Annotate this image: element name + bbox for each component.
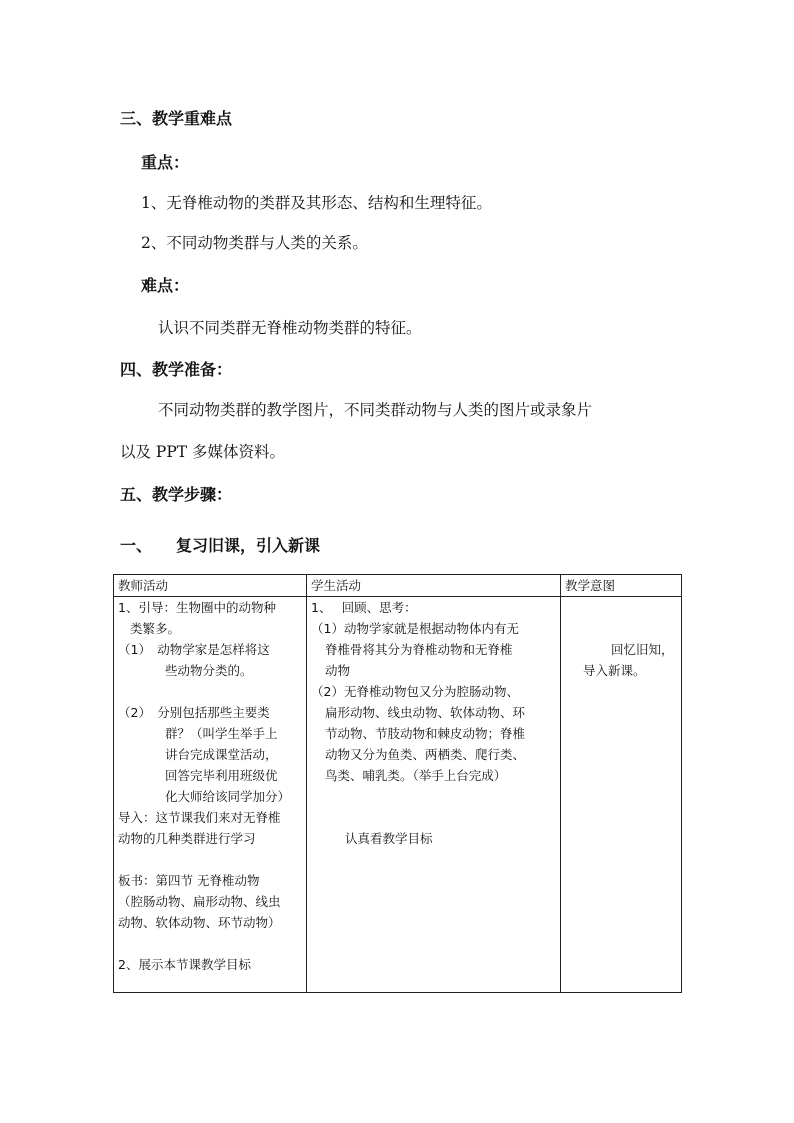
header-teaching-intent: 教学意图 xyxy=(561,575,682,597)
preparation-line-2: 以及 PPT 多媒体资料。 xyxy=(120,443,286,461)
difficult-points-label: 难点： xyxy=(141,276,190,295)
key-point-1: 1、无脊椎动物的类群及其形态、结构和生理特征。 xyxy=(141,194,492,212)
student-line: 动物 xyxy=(325,663,351,678)
teacher-line: 化大师给该同学加分） xyxy=(165,789,291,804)
teacher-line: 板书：第四节 无脊椎动物 xyxy=(118,873,260,888)
teacher-line: 群？（叫学生举手上 xyxy=(165,726,278,741)
step-1-title: 复习旧课，引入新课 xyxy=(176,536,321,555)
teacher-line: 2、展示本节课教学目标 xyxy=(118,957,251,972)
header-student-activity: 学生活动 xyxy=(307,575,561,597)
student-line: 动物又分为鱼类、两栖类、爬行类、 xyxy=(325,747,526,762)
difficult-point-1: 认识不同类群无脊椎动物类群的特征。 xyxy=(158,319,422,337)
student-line: 脊椎骨将其分为脊椎动物和无脊椎 xyxy=(325,642,513,657)
teacher-line: 动物的几种类群进行学习 xyxy=(118,831,256,846)
section-3-title: 三、教学重难点 xyxy=(120,109,233,128)
blank-line xyxy=(311,807,556,828)
lesson-steps-table xyxy=(113,574,682,993)
blank-line xyxy=(118,849,302,870)
teacher-line: 导入：这节课我们来对无脊椎 xyxy=(118,810,281,825)
key-point-2: 2、不同动物类群与人类的关系。 xyxy=(141,234,368,252)
table-row xyxy=(114,597,682,993)
intent-line: 回忆旧知， xyxy=(611,642,674,657)
student-line: 认真看教学目标 xyxy=(345,831,433,846)
teacher-line: 类繁多。 xyxy=(130,621,181,636)
teacher-line: 回答完毕利用班级优 xyxy=(165,768,278,783)
preparation-line-1: 不同动物类群的教学图片，不同类群动物与人类的图片或录象片 xyxy=(158,401,593,419)
table-header-row xyxy=(114,575,682,597)
teacher-activity-cell xyxy=(114,597,307,993)
key-points-label: 重点： xyxy=(141,153,190,172)
teacher-line: （腔肠动物、扁形动物、线虫 xyxy=(118,894,281,909)
blank-line xyxy=(565,597,677,618)
blank-line xyxy=(311,786,556,807)
blank-line xyxy=(118,681,302,702)
teacher-line: 1、引导：生物圈中的动物种 xyxy=(118,600,276,615)
student-line: （2）无脊椎动物包又分为腔肠动物、 xyxy=(311,684,519,699)
teacher-line: （2） 分别包括那些主要类 xyxy=(118,705,270,720)
intent-line: 导入新课。 xyxy=(583,663,646,678)
section-4-title: 四、教学准备： xyxy=(120,360,233,379)
teacher-line: 动物、软体动物、环节动物） xyxy=(118,915,281,930)
student-line: 节动物、节肢动物和棘皮动物；脊椎 xyxy=(325,726,526,741)
section-5-title: 五、教学步骤： xyxy=(120,485,233,504)
teaching-intent-cell xyxy=(561,597,682,993)
student-line: 扁形动物、线虫动物、软体动物、环 xyxy=(325,705,526,720)
blank-line xyxy=(118,933,302,954)
step-1-number: 一、 xyxy=(120,536,153,555)
blank-line xyxy=(565,618,677,639)
student-line: 鸟类、哺乳类。（举手上台完成） xyxy=(325,768,507,783)
student-line: （1）动物学家就是根据动物体内有无 xyxy=(311,621,519,636)
student-activity-cell xyxy=(307,597,561,993)
teacher-line: 些动物分类的。 xyxy=(165,663,253,678)
teacher-line: 讲台完成课堂活动， xyxy=(165,747,278,762)
student-line: 1、 回顾、思考： xyxy=(311,600,417,615)
teacher-line: （1） 动物学家是怎样将这 xyxy=(118,642,270,657)
header-teacher-activity: 教师活动 xyxy=(114,575,307,597)
